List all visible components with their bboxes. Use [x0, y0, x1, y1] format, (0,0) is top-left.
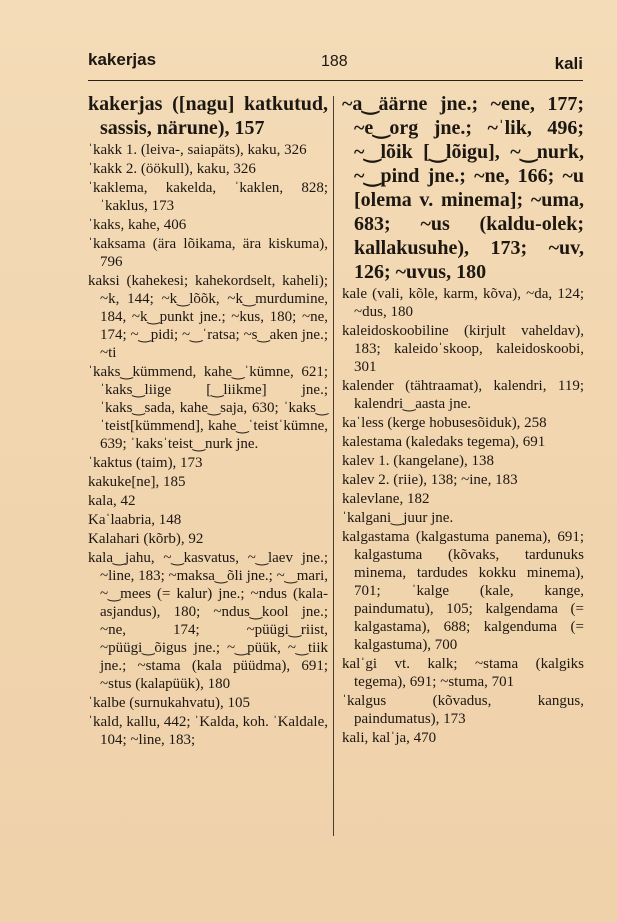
page-header [88, 46, 583, 81]
dictionary-entry: kakerjas ([nagu] katkutud, sassis, närune), 157 [88, 93, 328, 139]
dictionary-entry: kala, 42 [88, 493, 136, 509]
dictionary-entry: Kalahari (kõrb), 92 [88, 531, 204, 547]
dictionary-entry: ˈkalgus (kõvadus, kangus, paindumatus), 173 [342, 693, 584, 727]
column-divider [333, 96, 334, 836]
dictionary-entry: ˈkakk 2. (öökull), kaku, 326 [88, 161, 256, 177]
dictionary-entry: kalestama (kaledaks tegema), 691 [342, 434, 546, 450]
dictionary-entry: kalev 2. (riie), 138; ~ine, 183 [342, 472, 518, 488]
dictionary-entry: Kaˈlaabria, 148 [88, 512, 182, 528]
dictionary-entry: kalender (tähtraamat), kalendri, 119; kalendri‿aasta jne. [342, 378, 584, 412]
dictionary-entry: ~a‿äärne jne.; ~ene, 177; ~e‿org jne.; ~ˈlik, 496; ~‿lõik [‿lõigu], ~‿nurk, ~‿pind jne.; ~ne, 166; ~u [olema v. minema]; ~uma, 683; ~us (kaldu-olek; kallakusuhe), 173; ~uv, 126; ~uvus, 180 [342, 93, 584, 283]
dictionary-entry: kala‿jahu, ~‿kasvatus, ~‿laev jne.; ~line, 183; ~maksa‿õli jne.; ~‿mari, ~‿mees (= kalur) jne.; ~ndus (kala-asjandus), 180; ~ndus‿kool jne.; ~ne, 174; ~püügi‿riist, ~püügi‿õigus jne.; ~‿püük, ~‿tiik jne.; ~stama (kala püüdma), 691; ~stus (kalapüük), 180 [88, 550, 329, 692]
dictionary-entry: kale (vali, kõle, karm, kõva), ~da, 124; ~dus, 180 [342, 286, 584, 320]
dictionary-entry: ˈkald, kallu, 442; ˈKalda, koh. ˈKaldale, 104; ~line, 183; [88, 714, 328, 748]
dictionary-entry: kalˈgi vt. kalk; ~stama (kalgiks tegema), 691; ~stuma, 701 [342, 656, 584, 690]
dictionary-entry: kali, kalˈja, 470 [342, 730, 437, 746]
dictionary-entry: ˈkaktus (taim), 173 [88, 455, 203, 471]
left-column [88, 92, 328, 750]
dictionary-entry: kalev 1. (kangelane), 138 [342, 453, 495, 469]
dictionary-entry: ˈkaksama (ära lõikama, ära kiskuma), 796 [88, 236, 328, 270]
right-running-headword: kali [554, 54, 583, 73]
dictionary-entry: kalevlane, 182 [342, 491, 430, 507]
dictionary-entry: ˈkalbe (surnukahvatu), 105 [88, 695, 251, 711]
left-running-headword: kakerjas [88, 50, 157, 69]
right-column [342, 92, 584, 748]
dictionary-entry: kaˈless (kerge hobusesõiduk), 258 [342, 415, 547, 431]
dictionary-entry: ˈkaklema, kakelda, ˈkaklen, 828; ˈkaklus, 173 [88, 180, 328, 214]
dictionary-entry: kakuke[ne], 185 [88, 474, 186, 490]
dictionary-entry: kaleidoskoobiline (kirjult vaheldav), 183; kaleidoˈskoop, kaleidoskoobi, 301 [342, 323, 584, 375]
page-number: 188 [321, 53, 348, 70]
dictionary-entry: ˈkakk 1. (leiva-, saiapäts), kaku, 326 [88, 142, 307, 158]
dictionary-entry: ˈkaks, kahe, 406 [88, 217, 187, 233]
dictionary-entry: kaksi (kahekesi; kahekordselt, kaheli); ~k, 144; ~k‿lõõk, ~k‿murdumine, 184, ~k‿punkt jne.; ~kus, 180; ~ne, 174; ~‿pidi; ~‿ˈratsa; ~s‿aken jne.; ~ti [88, 273, 328, 361]
dictionary-entry: ˈkalgani‿juur jne. [342, 510, 454, 526]
dictionary-entry: ˈkaks‿kümmend, kahe‿ˈkümne, 621; ˈkaks‿liige [‿liikme] jne.; ˈkaks‿sada, kahe‿saja, 630; ˈkaks‿ˈteist[kümmend], kahe‿ˈteistˈkümne, 639; ˈkaksˈteist‿nurk jne. [88, 364, 328, 452]
dictionary-entry: kalgastama (kalgastuma panema), 691; kalgastuma (kõvaks, tardunuks minema, tardudes kokku minema), 701; ˈkalge (kale, kange, paindumatu), 105; kalgendama (= kalgastama), 688; kalgenduma (= kalgastuma), 700 [342, 529, 584, 653]
